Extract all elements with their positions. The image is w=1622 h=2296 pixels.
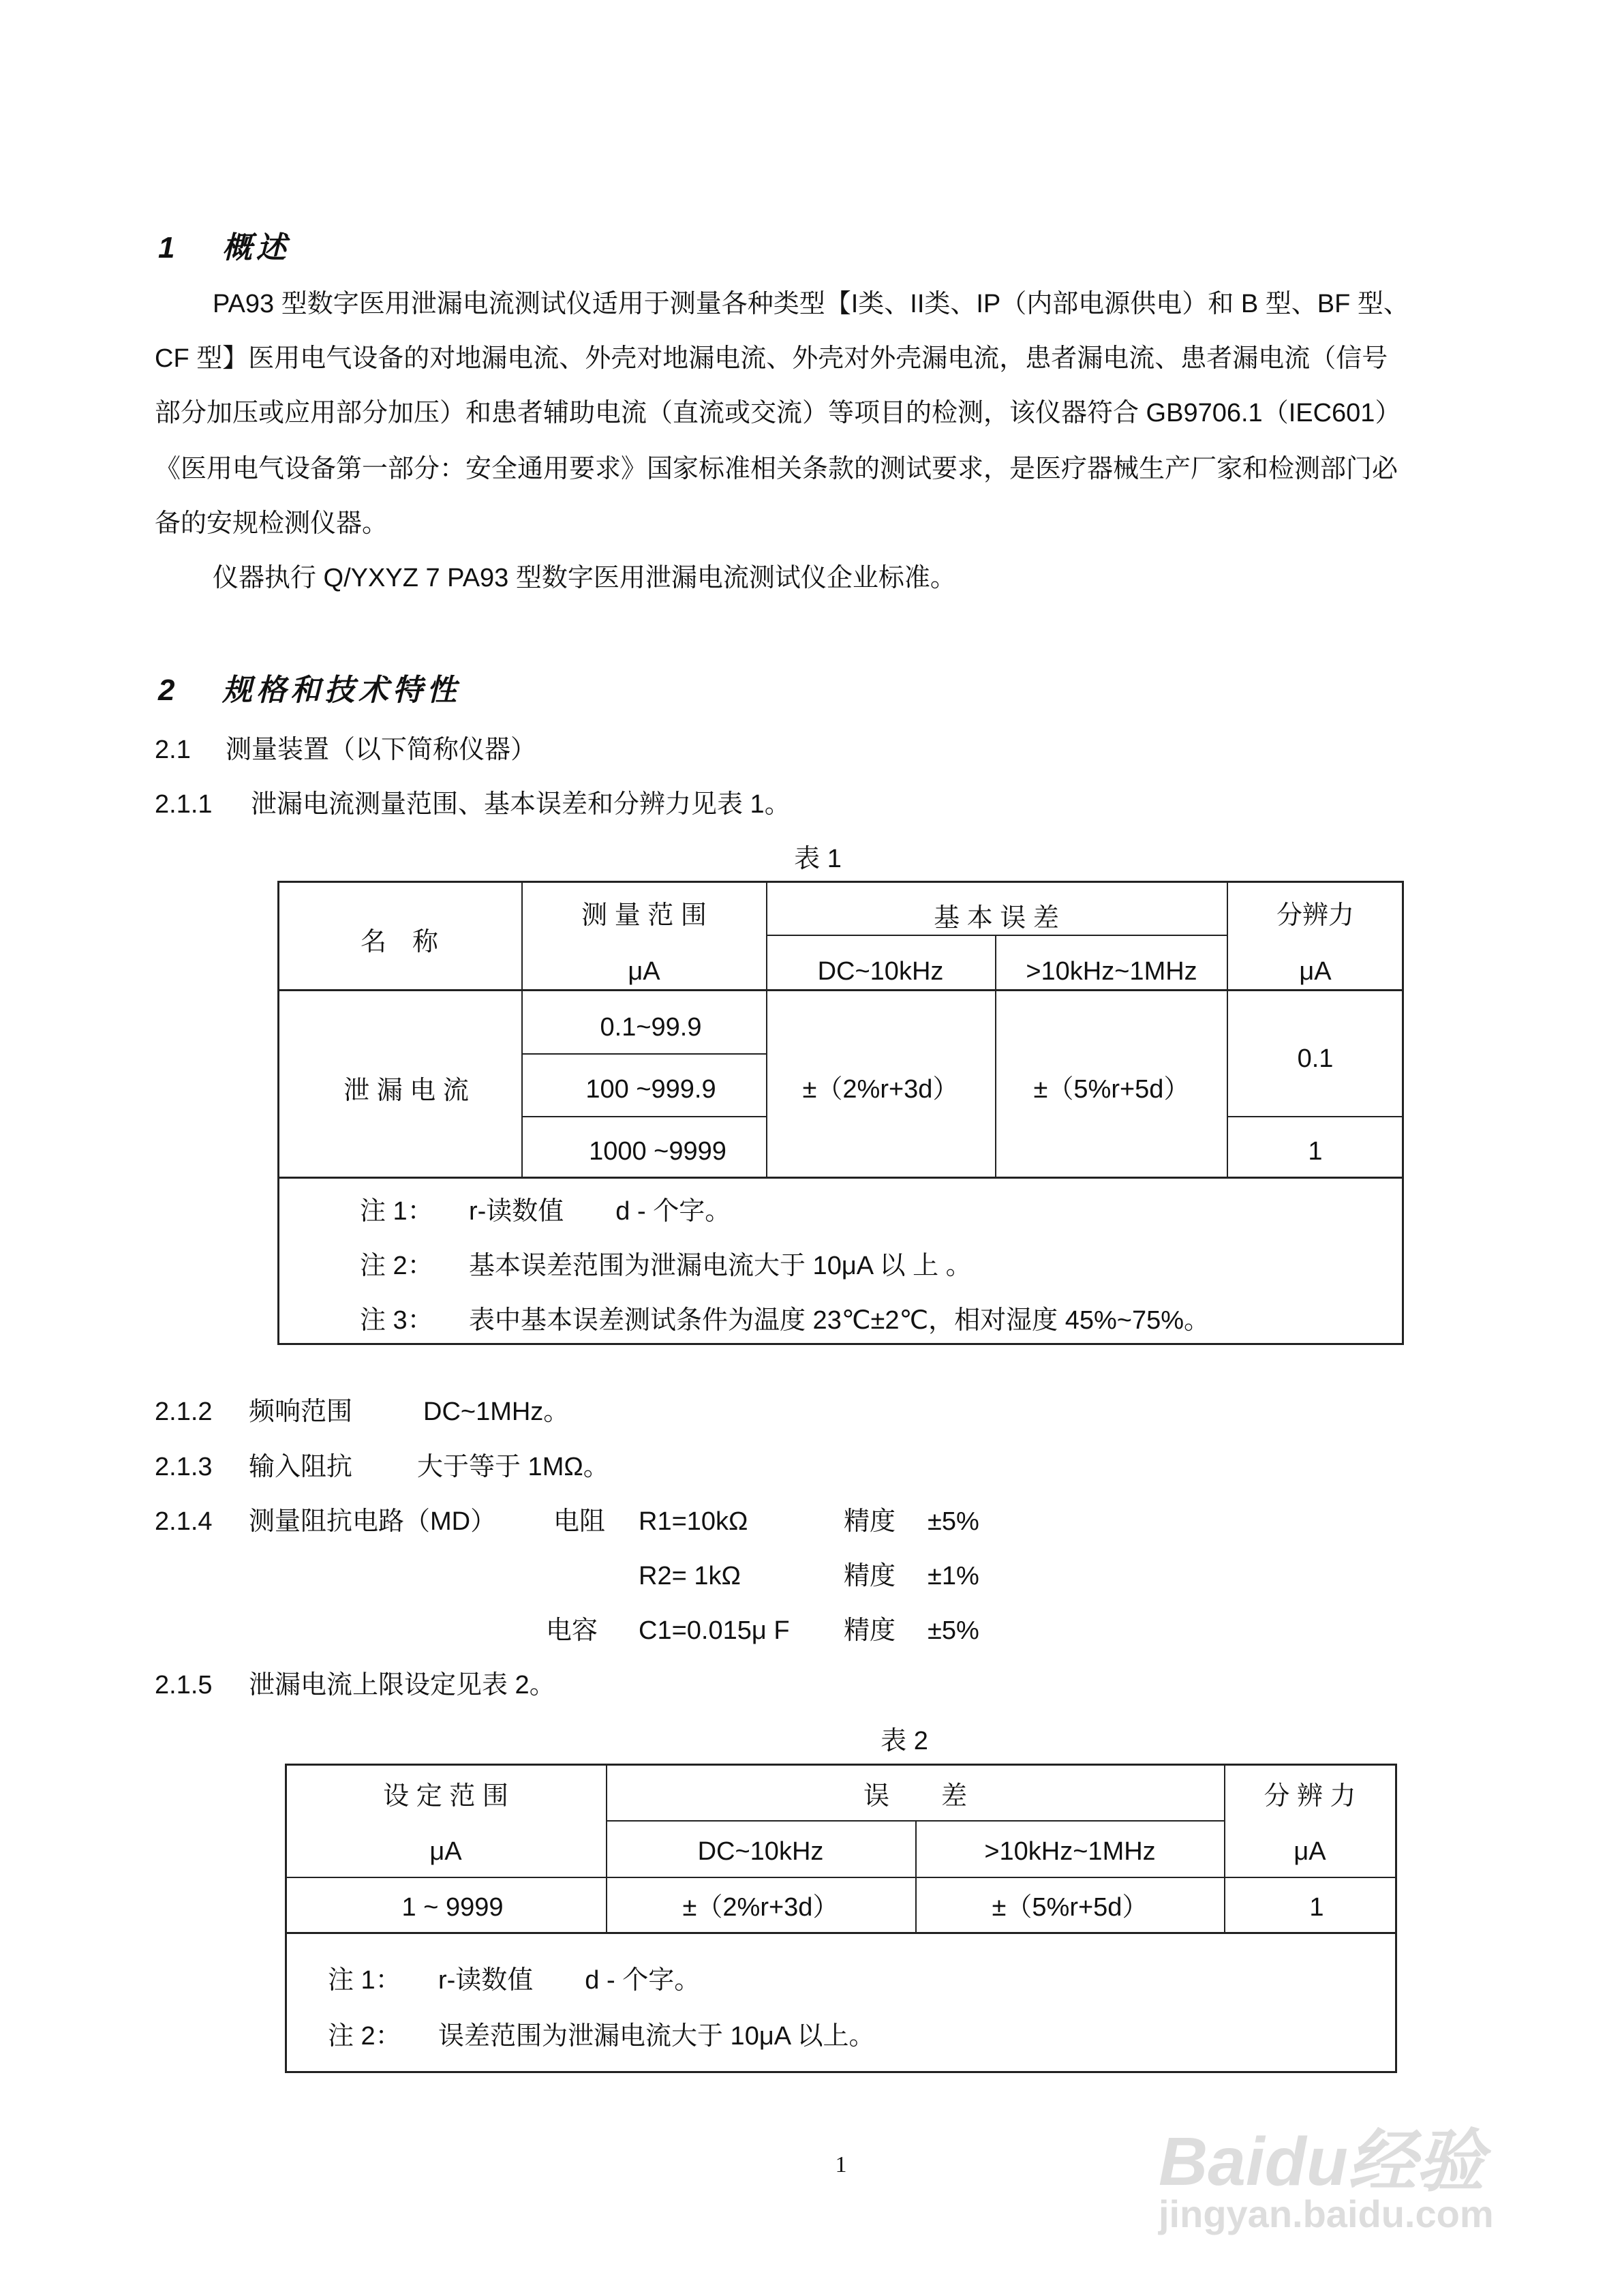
s215-num: 2.1.5 [155, 1671, 213, 1700]
page-number: 1 [835, 2152, 847, 2177]
r2-precision: ±1% [928, 1562, 979, 1590]
s21-text: 测量装置（以下简称仪器） [226, 736, 537, 764]
t2-err-hf: ±（5%r+5d） [992, 1893, 1148, 1922]
para-line: PA93 型数字医用泄漏电流测试仪适用于测量各种类型【I类、II类、IP（内部电源供电）和 B 型、BF 型、 [213, 290, 1409, 318]
t1-row-name: 泄 漏 电 流 [343, 1076, 469, 1105]
t1-note-label: 注 1： [360, 1197, 433, 1226]
standard-text: 仪器执行 Q/YXYZ 7 PA93 型数字医用泄漏电流测试仪企业标准。 [213, 564, 956, 592]
s211-text: 泄漏电流测量范围、基本误差和分辨力见表 1。 [251, 790, 791, 819]
t2-err-dc: ±（2%r+3d） [682, 1893, 839, 1922]
section1-number: 1 [158, 231, 179, 265]
resistor-label: 电阻 [553, 1507, 606, 1536]
t2-header-error: 误 差 [863, 1782, 968, 1811]
s213-num: 2.1.3 [155, 1453, 213, 1481]
t1-header-res: 分辨力 [1276, 901, 1355, 930]
section2-heading: 规格和技术特性 [222, 674, 461, 707]
para-line: 《医用电气设备第一部分：安全通用要求》国家标准相关条款的测试要求，是医疗器械生产厂家和检测部门必 [155, 455, 1398, 483]
s213-value: 大于等于 1MΩ。 [417, 1453, 609, 1481]
t1-note-label: 注 2： [360, 1252, 433, 1280]
s214-num: 2.1.4 [155, 1507, 213, 1536]
s21-num: 2.1 [155, 736, 191, 764]
watermark-logo: Baidu经验 [1159, 2124, 1484, 2200]
c1-precision: ±5% [928, 1616, 979, 1645]
precision-label: 精度 [844, 1507, 896, 1536]
t1-note-text: 表中基本误差测试条件为温度 23℃±2℃，相对湿度 45%~75%。 [469, 1306, 1210, 1335]
t2-note-text: 误差范围为泄漏电流大于 10μA 以上。 [438, 2022, 875, 2051]
t2-header-range-unit: μA [429, 1837, 462, 1866]
t2-header-range: 设 定 范 围 [383, 1782, 508, 1811]
t1-header-dc: DC~10kHz [817, 957, 944, 986]
t1-header-res-unit: μA [1299, 957, 1332, 986]
t2-res: 1 [1309, 1893, 1324, 1922]
c1-value: C1=0.015μ F [639, 1616, 790, 1645]
t1-header-error: 基 本 误 差 [934, 904, 1059, 933]
t1-range: 1000 ~9999 [589, 1137, 726, 1166]
t1-header-hf: >10kHz~1MHz [1026, 957, 1197, 986]
table1-caption: 表 1 [794, 845, 842, 873]
r2-value: R2= 1kΩ [639, 1562, 741, 1590]
s214-label: 测量阻抗电路（MD） [249, 1507, 497, 1536]
t2-note-text: r-读数值 d - 个字。 [438, 1966, 701, 1995]
s212-label: 频响范围 [249, 1398, 353, 1426]
precision-label: 精度 [844, 1562, 896, 1590]
t2-header-res-unit: μA [1294, 1837, 1326, 1866]
r1-value: R1=10kΩ [639, 1507, 748, 1536]
para-line: CF 型】医用电气设备的对地漏电流、外壳对地漏电流、外壳对外壳漏电流，患者漏电流、患者漏电流（信号 [155, 344, 1388, 373]
s212-value: DC~1MHz。 [423, 1398, 570, 1426]
s211-num: 2.1.1 [155, 790, 213, 819]
t2-note-label: 注 1： [328, 1966, 401, 1995]
t2-note-label: 注 2： [328, 2022, 401, 2051]
watermark-url: jingyan.baidu.com [1159, 2192, 1494, 2235]
t1-err-hf: ±（5%r+5d） [1033, 1075, 1190, 1104]
t1-res: 1 [1308, 1137, 1323, 1166]
s215-text: 泄漏电流上限设定见表 2。 [249, 1671, 555, 1700]
para-line: 备的安规检测仪器。 [155, 509, 388, 538]
t1-res: 0.1 [1297, 1044, 1334, 1073]
capacitor-label: 电容 [546, 1616, 598, 1645]
t1-header-name: 名 称 [360, 928, 439, 956]
t2-header-hf: >10kHz~1MHz [984, 1837, 1156, 1866]
t1-header-range: 测 量 范 围 [581, 901, 707, 930]
t1-range: 100 ~999.9 [585, 1075, 716, 1104]
t1-note-text: r-读数值 d - 个字。 [469, 1197, 731, 1226]
section2-number: 2 [158, 674, 179, 707]
r1-precision: ±5% [928, 1507, 979, 1536]
t2-header-dc: DC~10kHz [697, 1837, 824, 1866]
t1-range: 0.1~99.9 [600, 1013, 702, 1042]
s212-num: 2.1.2 [155, 1398, 213, 1426]
precision-label: 精度 [844, 1616, 896, 1645]
section1-heading: 概述 [222, 231, 290, 265]
t2-range: 1 ~ 9999 [401, 1893, 504, 1922]
t1-err-dc: ±（2%r+3d） [802, 1075, 959, 1104]
table2-caption: 表 2 [881, 1727, 928, 1755]
t2-header-res: 分 辨 力 [1264, 1782, 1356, 1811]
t1-note-text: 基本误差范围为泄漏电流大于 10μA 以 上 。 [469, 1252, 972, 1280]
t1-header-range-unit: μA [628, 957, 660, 986]
para-line: 部分加压或应用部分加压）和患者辅助电流（直流或交流）等项目的检测，该仪器符合 GB9706.1（IEC601） [155, 399, 1401, 427]
s213-label: 输入阻抗 [249, 1453, 353, 1481]
t1-note-label: 注 3： [360, 1306, 433, 1335]
